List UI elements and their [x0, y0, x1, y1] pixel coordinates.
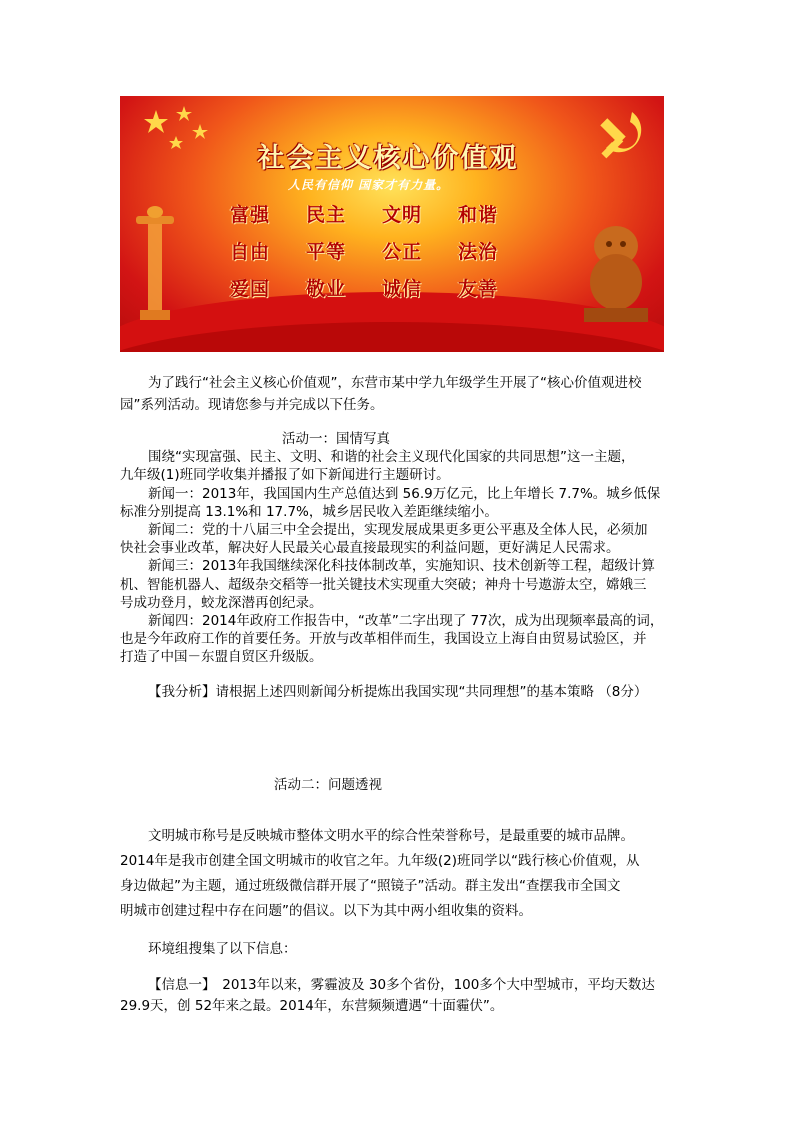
banner-subtitle: 人民有信仰 国家才有力量。 — [288, 178, 450, 192]
news3-line: 机、智能机器人、超级杂交稻等一批关键技术实现重大突破；神舟十号遨游太空，嫦娥三 — [120, 577, 647, 593]
intro-line-2: 园”系列活动。现请您参与并完成以下任务。 — [120, 397, 384, 413]
news3-line: 新闻三：2013年我国继续深化科技体制改革，实施知识、技术创新等工程，超级计算 — [148, 558, 655, 574]
value-word: 自由 — [230, 241, 271, 263]
intro-line-1: 为了践行“社会主义核心价值观”，东营市某中学九年级学生开展了“核心价值观进校 — [148, 375, 642, 391]
environment-group-intro: 环境组搜集了以下信息： — [148, 941, 297, 957]
values-row-2 — [230, 237, 530, 264]
value-word: 爱国 — [230, 278, 271, 300]
activity2-line: 文明城市称号是反映城市整体文明水平的综合性荣誉称号，是最重要的城市品牌。 — [148, 828, 634, 844]
banner-title: 社会主义核心价值观 — [257, 143, 519, 174]
news2-line: 快社会事业改革，解决好人民最关心最直接最现实的利益问题，更好满足人民需求。 — [120, 540, 620, 556]
activity1-heading: 活动一：国情写真 — [282, 431, 390, 447]
value-word: 平等 — [306, 241, 347, 263]
values-row-3 — [230, 274, 530, 301]
stone-lion-icon — [576, 216, 656, 326]
activity1-line: 九年级(1)班同学收集并播报了如下新闻进行主题研讨。 — [120, 467, 450, 483]
activity2-line: 身边做起”为主题，通过班级微信群开展了“照镜子”活动。群主发出“查摆我市全国文 — [120, 878, 621, 894]
info1-line: 【信息一】 2013年以来，雾霾波及 30多个省份，100多个大中型城市，平均天数达 — [148, 977, 655, 993]
news3-line: 号成功登月，蛟龙深潜再创纪录。 — [120, 595, 323, 611]
news1-line: 新闻一：2013年，我国国内生产总值达到 56.9万亿元，比上年增长 7.7%。城乡低保 — [148, 486, 661, 502]
party-emblem-icon — [594, 104, 654, 164]
value-word: 诚信 — [382, 278, 423, 300]
value-word: 民主 — [306, 204, 347, 226]
info1-line: 29.9天，创 52年来之最。2014年，东营频频遭遇“十面霾伏”。 — [120, 998, 504, 1014]
value-word: 法治 — [458, 241, 499, 263]
core-values-banner — [120, 96, 664, 352]
news4-line: 也是今年政府工作的首要任务。开放与改革相伴而生，我国设立上海自由贸易试验区，并 — [120, 631, 647, 647]
value-word: 文明 — [382, 204, 423, 226]
activity2-heading: 活动二：问题透视 — [274, 777, 382, 793]
news1-line: 标准分别提高 13.1%和 17.7%，城乡居民收入差距继续缩小。 — [120, 504, 498, 520]
core-values-grid — [230, 200, 530, 311]
activity1-line: 围绕“实现富强、民主、文明、和谐的社会主义现代化国家的共同思想”这一主题， — [148, 449, 635, 465]
values-row-1 — [230, 200, 530, 227]
activity1-question: 【我分析】请根据上述四则新闻分析提炼出我国实现“共同理想”的基本策略 （8分） — [148, 684, 648, 700]
activity2-line: 2014年是我市创建全国文明城市的收官之年。九年级(2)班同学以“践行核心价值观，从 — [120, 853, 640, 869]
value-word: 富强 — [230, 204, 271, 226]
value-word: 敬业 — [306, 278, 347, 300]
news2-line: 新闻二：党的十八届三中全会提出，实现发展成果更多更公平惠及全体人民，必须加 — [148, 522, 648, 538]
news4-line: 新闻四：2014年政府工作报告中，“改革”二字出现了 77次，成为出现频率最高的词， — [148, 613, 664, 629]
activity2-line: 明城市创建过程中存在问题”的倡议。以下为其中两小组收集的资料。 — [120, 903, 532, 919]
huabiao-pillar-icon — [130, 202, 180, 322]
value-word: 和谐 — [458, 204, 499, 226]
news4-line: 打造了中国－东盟自贸区升级版。 — [120, 649, 323, 665]
value-word: 友善 — [458, 278, 499, 300]
value-word: 公正 — [382, 241, 423, 263]
